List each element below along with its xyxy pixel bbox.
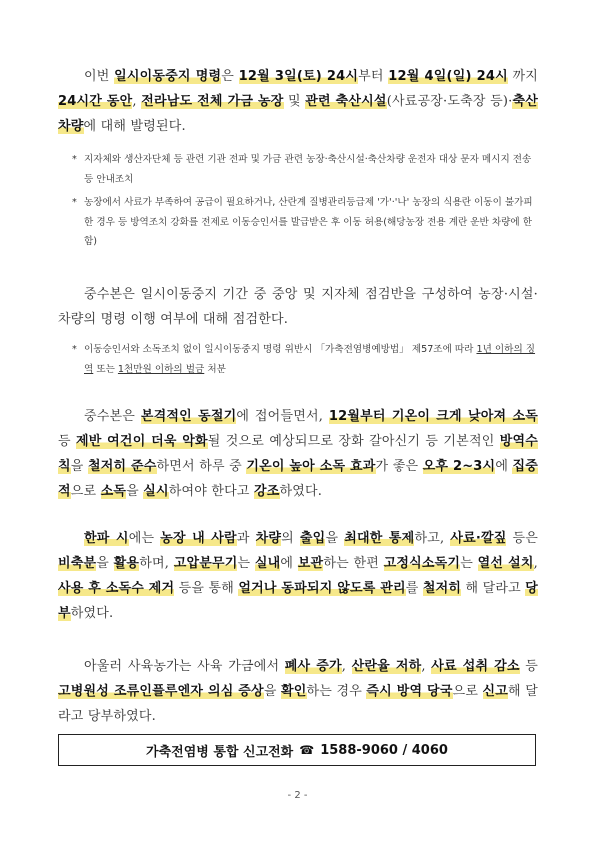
report-hotline-box: [58, 734, 536, 766]
paragraph-report-symptoms: 아울러 사육농가는 사육 가금에서 폐사 증가, 산란율 저하, 사료 섭취 감소 등 고병원성 조류인플루엔자 의심 증상을 확인하는 경우 즉시 방역 당국으로 신고해 달라고 당부하였다.: [58, 659, 538, 724]
footnote-movement-approval: * 농장에서 사료가 부족하여 공급이 필요하거나, 산란계 질병관리등급제 '가'·'나' 농장의 식용란 이동이 불가피한 경우 등 방역조치 강화를 전제로 이동승인서를 발급받은 후 이동 허용(해당농장 전용 계란 운반 차량에 한함): [72, 197, 533, 247]
telephone-icon: ☎: [299, 743, 315, 757]
hotline-label: 가축전염병 통합 신고전화: [146, 744, 294, 760]
penalty-fine: 1천만원 이하의 벌금: [117, 363, 205, 375]
paragraph-inspection: 중수본은 일시이동중지 기간 중 중앙 및 지자체 점검반을 구성하여 농장·시설·차량의 명령 이행 여부에 대해 점검한다.: [58, 287, 538, 327]
footnote-penalty: * 이동승인서와 소독조치 없이 일시이동중지 명령 위반시 「가축전염병예방법」 제57조에 따라 1년 이하의 징역 또는 1천만원 이하의 벌금 처분: [72, 344, 536, 375]
footnote-sms-notice: * 지자체와 생산자단체 등 관련 기관 전파 및 가금 관련 농장·축산시설·축산차량 운전자 대상 문자 메시지 전송 등 안내조치: [72, 154, 532, 185]
hotline-number: 1588-9060 / 4060: [320, 742, 448, 758]
paragraph-winter-disinfection: 중수본은 본격적인 동절기에 접어들면서, 12월부터 기온이 크게 낮아져 소독 등 제반 여건이 더욱 악화될 것으로 예상되므로 장화 갈아신기 등 기본적인 방역수칙을 철저히 준수하면서 하루 중 기온이 높아 소독 효과가 좋은 오후 2~3시에 집중적으로 소독을 실시하여야 한다고 강조하였다.: [58, 409, 539, 499]
page-number: - 2 -: [287, 790, 308, 801]
paragraph-cold-wave-control: 한파 시에는 농장 내 사람과 차량의 출입을 최대한 통제하고, 사료·깔짚 등은 비축분을 활용하며, 고압분무기는 실내에 보관하는 한편 고정식소독기는 열선 설치, 사용 후 소독수 제거 등을 통해 얼거나 동파되지 않도록 관리를 철저히 해 달라고 당부하였다.: [58, 531, 539, 621]
paragraph-order-scope: 이번 일시이동중지 명령은 12월 3일(토) 24시부터 12월 4일(일) 24시 까지 24시간 동안, 전라남도 전체 가금 농장 및 관련 축산시설(사료공장·도축장 등)·축산차량에 대해 발령된다.: [58, 69, 538, 134]
penalty-prison: 1년 이하의 징역: [84, 344, 536, 375]
